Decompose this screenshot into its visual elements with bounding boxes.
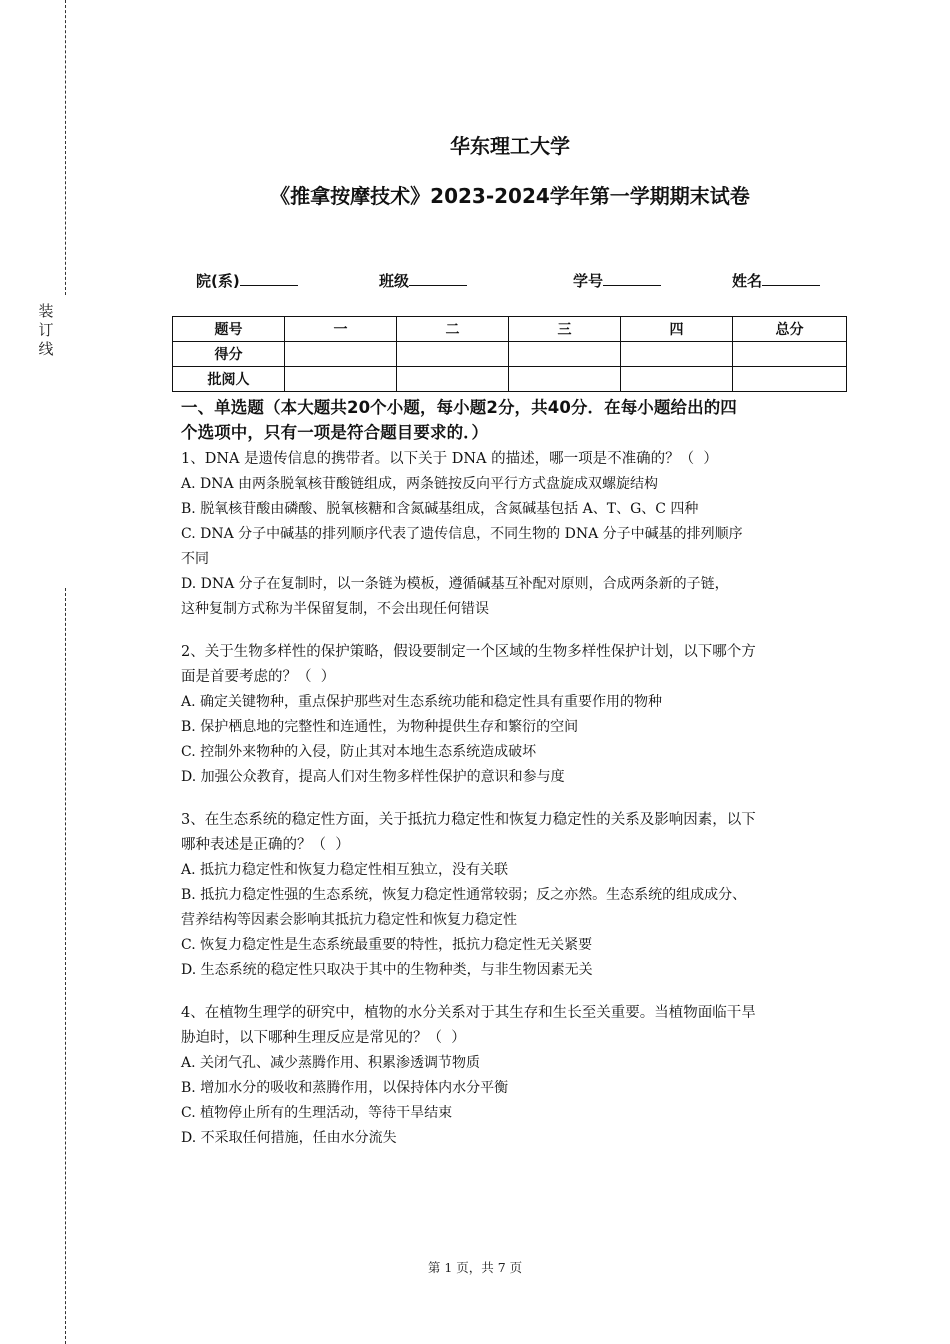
- question-1: [181, 447, 851, 622]
- score-table: [172, 316, 847, 392]
- question-3: [181, 808, 851, 983]
- question-stem: 1、DNA 是遗传信息的携带者。以下关于 DNA 的描述，哪一项是不准确的？（ ）: [181, 451, 718, 467]
- question-stem: 2、关于生物多样性的保护策略，假设要制定一个区域的生物多样性保护计划，以下哪个方: [181, 644, 756, 660]
- option-line: D. DNA 分子在复制时，以一条链为模板，遵循碱基互补配对原则，合成两条新的子链，: [181, 576, 729, 592]
- column-header: 四: [621, 317, 733, 342]
- option-line: 这种复制方式称为半保留复制，不会出现任何错误: [181, 601, 489, 617]
- score-cell[interactable]: [733, 342, 847, 367]
- grader-cell[interactable]: [733, 367, 847, 392]
- score-cell[interactable]: [397, 342, 509, 367]
- option-line: B. 保护栖息地的完整性和连通性，为物种提供生存和繁衍的空间: [181, 719, 579, 735]
- table-row: [173, 342, 847, 367]
- binding-char: 订: [38, 321, 54, 339]
- option-line: B. 脱氧核苷酸由磷酸、脱氧核糖和含氮碱基组成，含氮碱基包括 A、T、G、C 四种: [181, 501, 699, 517]
- option-line: A. DNA 由两条脱氧核苷酸链组成，两条链按反向平行方式盘旋成双螺旋结构: [181, 476, 659, 492]
- exam-content: [181, 395, 851, 1169]
- score-cell[interactable]: [509, 342, 621, 367]
- row-label-question-number: 题号: [173, 317, 285, 342]
- info-field-name: [732, 270, 820, 291]
- option-line: D. 生态系统的稳定性只取决于其中的生物种类，与非生物因素无关: [181, 962, 593, 978]
- row-label-grader: 批阅人: [173, 367, 285, 392]
- grader-cell[interactable]: [509, 367, 621, 392]
- info-field-class: [379, 270, 467, 291]
- binding-dashed-line-bottom: [65, 588, 66, 1344]
- grader-cell[interactable]: [397, 367, 509, 392]
- option-line: D. 不采取任何措施，任由水分流失: [181, 1130, 397, 1146]
- info-label: 姓名: [732, 272, 763, 290]
- question-2: [181, 640, 851, 790]
- info-field-student-id: [573, 270, 661, 291]
- section-heading-line: 个选项中，只有一项是符合题目要求的．）: [181, 423, 489, 442]
- column-header: 二: [397, 317, 509, 342]
- grader-cell[interactable]: [285, 367, 397, 392]
- row-label-score: 得分: [173, 342, 285, 367]
- option-line: 营养结构等因素会影响其抵抗力稳定性和恢复力稳定性: [181, 912, 517, 928]
- question-stem: 胁迫时，以下哪种生理反应是常见的？（ ）: [181, 1030, 466, 1046]
- option-line: D. 加强公众教育，提高人们对生物多样性保护的意识和参与度: [181, 769, 565, 785]
- table-row: [173, 367, 847, 392]
- page-footer: 第 1 页，共 7 页: [427, 1260, 523, 1275]
- university-title: 华东理工大学: [450, 134, 570, 158]
- fill-blank[interactable]: [240, 271, 298, 286]
- fill-blank[interactable]: [762, 271, 820, 286]
- option-line: A. 抵抗力稳定性和恢复力稳定性相互独立，没有关联: [181, 862, 509, 878]
- exam-title: 《推拿按摩技术》2023-2024学年第一学期期末试卷: [270, 184, 750, 208]
- info-field-department: [196, 270, 298, 291]
- option-line: C. DNA 分子中碱基的排列顺序代表了遗传信息，不同生物的 DNA 分子中碱基的排列顺序: [181, 526, 743, 542]
- question-4: [181, 1001, 851, 1151]
- option-line: A. 确定关键物种，重点保护那些对生态系统功能和稳定性具有重要作用的物种: [181, 694, 663, 710]
- option-line: C. 恢复力稳定性是生态系统最重要的特性，抵抗力稳定性无关紧要: [181, 937, 593, 953]
- question-stem: 3、在生态系统的稳定性方面，关于抵抗力稳定性和恢复力稳定性的关系及影响因素，以下: [181, 812, 756, 828]
- score-cell[interactable]: [285, 342, 397, 367]
- column-header: 总分: [733, 317, 847, 342]
- option-line: 不同: [181, 551, 209, 567]
- question-stem: 面是首要考虑的？（ ）: [181, 669, 336, 685]
- option-line: A. 关闭气孔、减少蒸腾作用、积累渗透调节物质: [181, 1055, 481, 1071]
- option-line: B. 增加水分的吸收和蒸腾作用，以保持体内水分平衡: [181, 1080, 509, 1096]
- column-header: 一: [285, 317, 397, 342]
- info-label: 班级: [379, 272, 410, 290]
- question-stem: 哪种表述是正确的？（ ）: [181, 837, 350, 853]
- score-cell[interactable]: [621, 342, 733, 367]
- option-line: C. 植物停止所有的生理活动，等待干旱结束: [181, 1105, 453, 1121]
- table-row: [173, 317, 847, 342]
- fill-blank[interactable]: [603, 271, 661, 286]
- binding-char: 线: [38, 340, 54, 358]
- fill-blank[interactable]: [409, 271, 467, 286]
- option-line: C. 控制外来物种的入侵，防止其对本地生态系统造成破坏: [181, 744, 537, 760]
- student-info-row: [0, 270, 950, 294]
- option-line: B. 抵抗力稳定性强的生态系统，恢复力稳定性通常较弱；反之亦然。生态系统的组成成分、: [181, 887, 747, 903]
- section-heading: [181, 395, 851, 445]
- info-label: 学号: [573, 272, 604, 290]
- section-heading-line: 一、单选题（本大题共20个小题，每小题2分，共40分．在每小题给出的四: [181, 398, 737, 417]
- info-label: 院(系): [196, 272, 240, 290]
- question-stem: 4、在植物生理学的研究中，植物的水分关系对于其生存和生长至关重要。当植物面临干旱: [181, 1005, 756, 1021]
- binding-char: 装: [38, 302, 54, 320]
- column-header: 三: [509, 317, 621, 342]
- grader-cell[interactable]: [621, 367, 733, 392]
- binding-label: [36, 302, 56, 359]
